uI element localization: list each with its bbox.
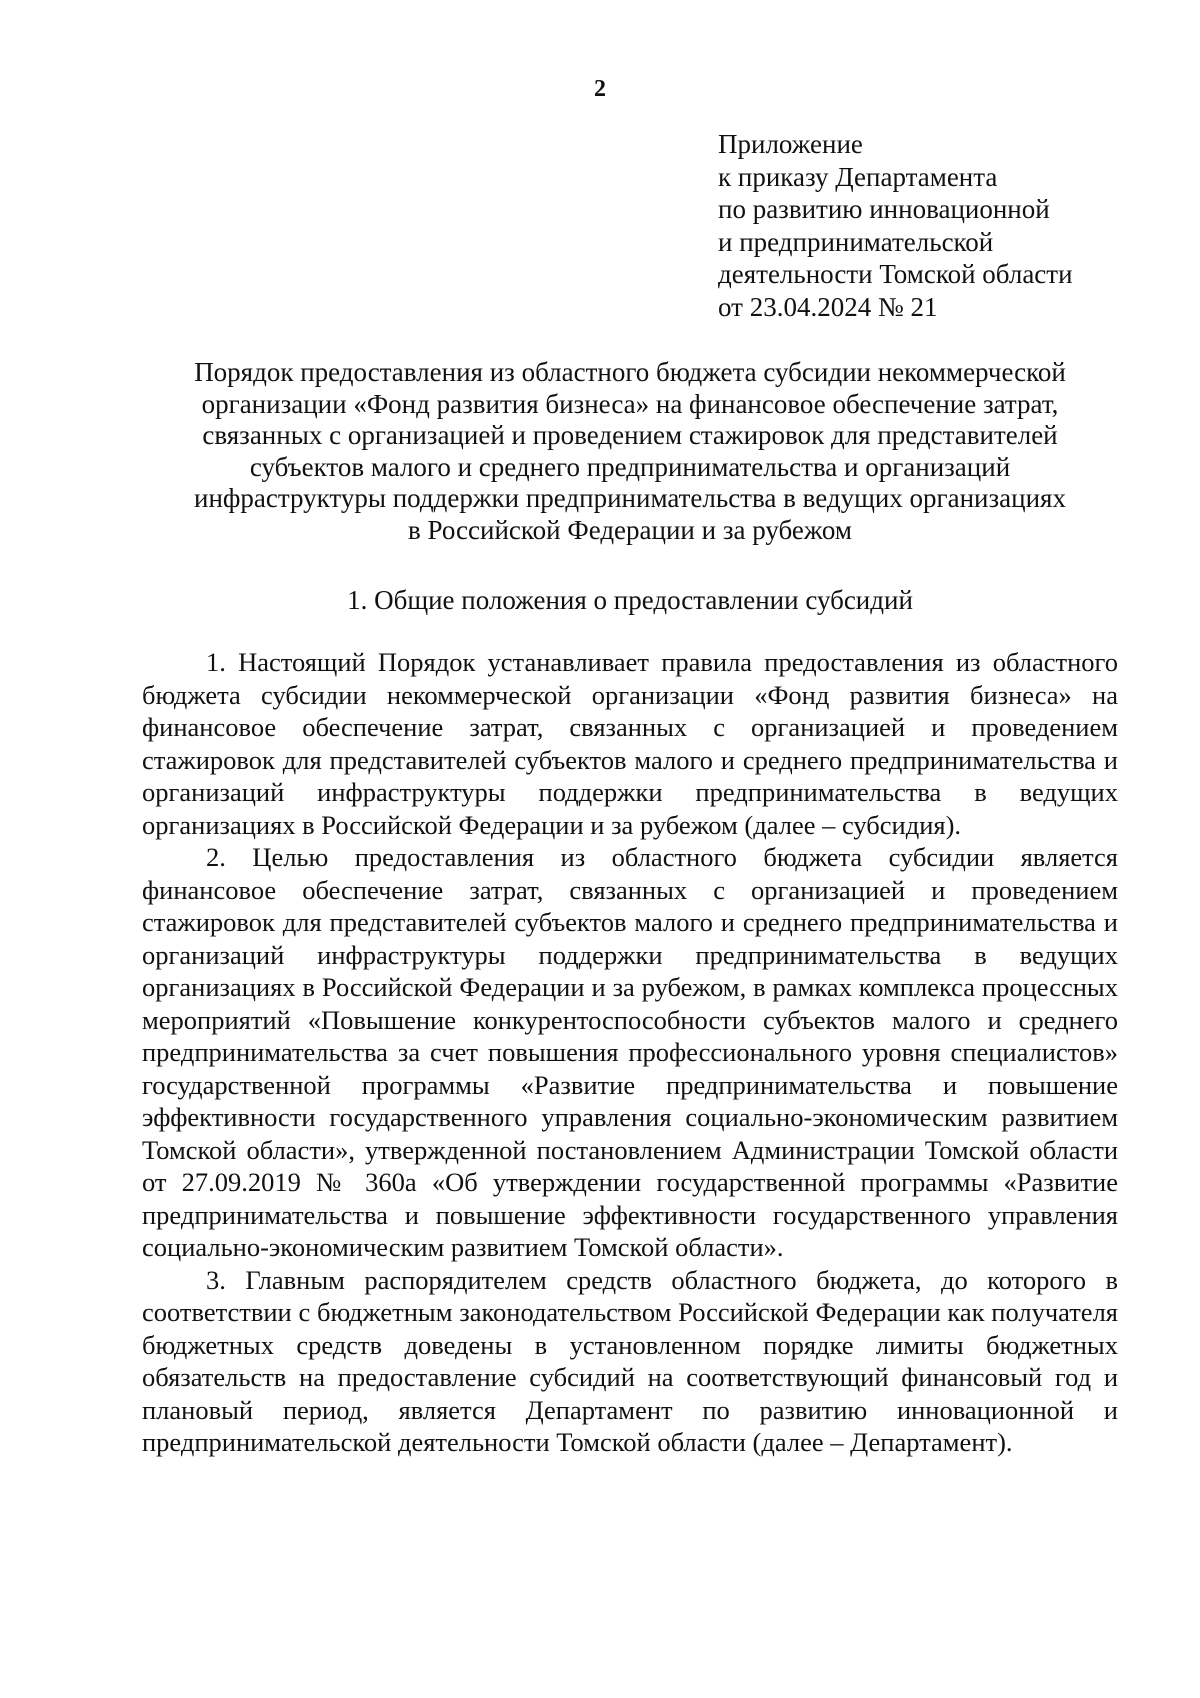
page-number: 2 [594, 76, 606, 102]
appendix-line: по развитию инновационной [718, 194, 1050, 224]
appendix-line: и предпринимательской [718, 226, 994, 257]
section-body [142, 646, 1118, 1459]
title-line: инфраструктуры поддержки предпринимательства в ведущих организациях [194, 483, 1066, 513]
title-line: в Российской Федерации и за рубежом [408, 514, 852, 545]
appendix-line: к приказу Департамента [718, 161, 998, 192]
paragraph-3: 3. Главным распорядителем средств областного бюджета, до которого в соответствии с бюджетным законодательством Российской Федерации как получателя бюджетных средств доведены в установленном порядке лимиты бюджетных обязательств на предоставление субсидий на соответствующий финансовый год и плановый период, является Департамент по развитию инновационной и предпринимательской деятельности Томской области (далее – Департамент). [142, 1264, 1118, 1457]
title-line: субъектов малого и среднего предпринимательства и организаций [249, 451, 1011, 482]
document-title [150, 357, 1110, 546]
title-line: Порядок предоставления из областного бюджета субсидии некоммерческой [194, 357, 1066, 387]
title-line: организации «Фонд развития бизнеса» на финансовое обеспечение затрат, [201, 388, 1059, 419]
appendix-line: Приложение [718, 129, 863, 159]
paragraph-2: 2. Целью предоставления из областного бюджета субсидии является финансовое обеспечение затрат, связанных с организацией и проведением стажировок для представителей субъектов малого и среднего предпринимательства и организаций инфраструктуры поддержки предпринимательства в ведущих организациях в Российской Федерации и за рубежом, в рамках комплекса процессных мероприятий «Повышение конкурентоспособности субъектов малого и среднего предпринимательства за счет повышения профессионального уровня специалистов» государственной программы «Развитие предпринимательства и повышение эффективности государственного управления социально-экономическим развитием Томской области», утвержденной постановлением Администрации Томской области от 27.09.2019 № 360а «Об утверждении государственной программы «Развитие предпринимательства и повышение эффективности государственного управления социально-экономическим развитием Томской области». [142, 842, 1118, 1262]
paragraph-1: 1. Настоящий Порядок устанавливает правила предоставления из областного бюджета субсидии некоммерческой организации «Фонд развития бизнеса» на финансовое обеспечение затрат, связанных с организацией и проведением стажировок для представителей субъектов малого и среднего предпринимательства и организаций инфраструктуры поддержки предпринимательства в ведущих организациях в Российской Федерации и за рубежом (далее – субсидия). [142, 647, 1118, 840]
appendix-block [718, 128, 1138, 323]
appendix-line: от 23.04.2024 № 21 [718, 291, 938, 322]
appendix-line: деятельности Томской области [718, 259, 1073, 289]
title-line: связанных с организацией и проведением стажировок для представителей [202, 420, 1058, 450]
section-heading: 1. Общие положения о предоставлении субсидий [347, 585, 913, 615]
